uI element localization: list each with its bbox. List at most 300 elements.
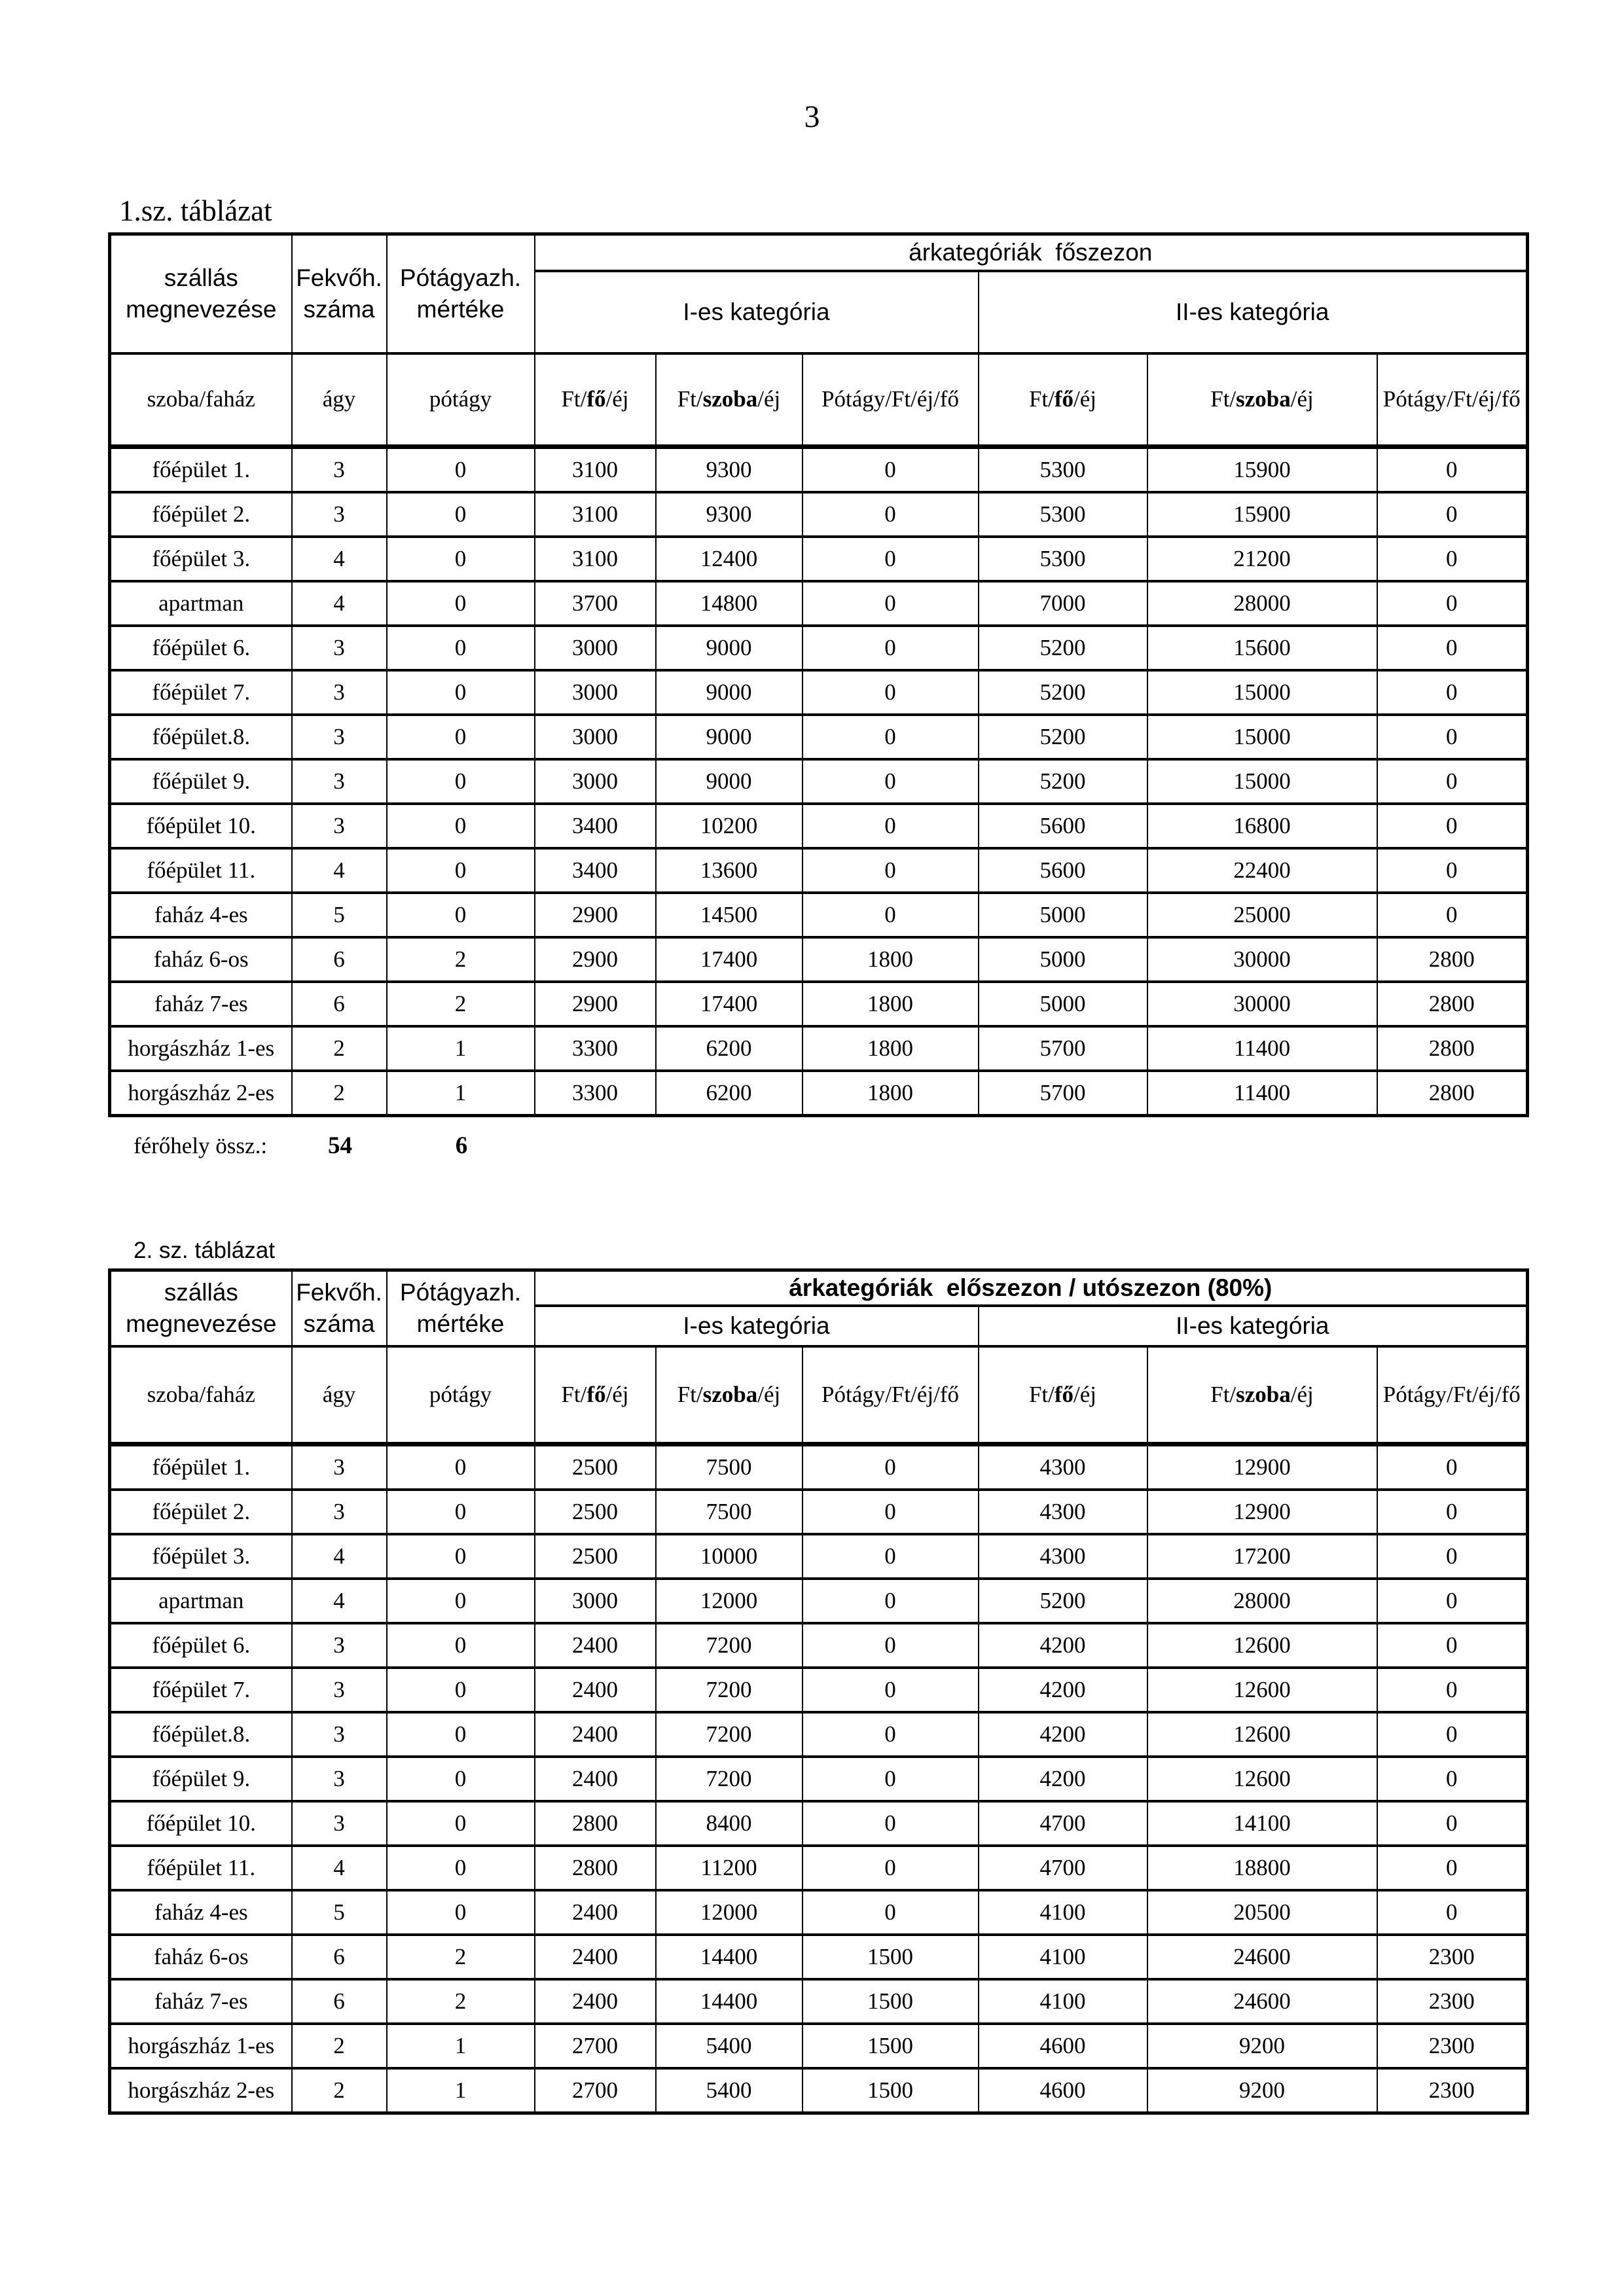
price-cell: 3000 (535, 1579, 656, 1623)
price-cell: 0 (1377, 1579, 1528, 1623)
price-cell: 5200 (979, 715, 1147, 759)
price-cell: 2400 (535, 1712, 656, 1757)
table-row (110, 1444, 1528, 1490)
price-cell: 0 (803, 848, 979, 893)
price-cell: 17400 (656, 937, 803, 982)
price-table-off-season (108, 1268, 1529, 2115)
price-cell: 14100 (1147, 1801, 1377, 1846)
price-cell: 3000 (535, 759, 656, 804)
table-row (110, 626, 1528, 670)
price-cell: 1 (387, 1071, 535, 1116)
price-cell: 6200 (656, 1026, 803, 1071)
totals-extra-beds: 6 (455, 1132, 468, 1159)
table-row (110, 1979, 1528, 2024)
price-cell: 3100 (535, 537, 656, 581)
price-cell: 0 (1377, 1668, 1528, 1712)
table-row (110, 1534, 1528, 1579)
header-line: szállás (164, 1278, 238, 1306)
table-row (110, 537, 1528, 581)
price-cell: 5000 (979, 982, 1147, 1026)
price-cell: 5200 (979, 1579, 1147, 1623)
price-cell: 0 (387, 1579, 535, 1623)
price-cell: 30000 (1147, 937, 1377, 982)
price-cell: 4600 (979, 2024, 1147, 2068)
price-cell: 5200 (979, 670, 1147, 715)
price-cell: 16800 (1147, 804, 1377, 848)
table-row (110, 759, 1528, 804)
price-cell: 4 (292, 537, 387, 581)
price-cell: 3100 (535, 492, 656, 537)
price-cell: 15900 (1147, 492, 1377, 537)
price-cell: 1 (387, 1026, 535, 1071)
row-label: faház 6-os (110, 1935, 292, 1979)
table-row (110, 848, 1528, 893)
price-cell: 3700 (535, 581, 656, 626)
row-label: főépület 3. (110, 1534, 292, 1579)
price-cell: 4100 (979, 1935, 1147, 1979)
price-cell: 12600 (1147, 1757, 1377, 1801)
row-label: főépület 6. (110, 626, 292, 670)
price-cell: 12000 (656, 1890, 803, 1935)
price-cell: 0 (1377, 804, 1528, 848)
price-cell: 4100 (979, 1979, 1147, 2024)
price-cell: 0 (1377, 759, 1528, 804)
price-cell: 2400 (535, 1623, 656, 1668)
price-cell: 0 (1377, 670, 1528, 715)
row-label: faház 7-es (110, 1979, 292, 2024)
price-cell: 14400 (656, 1979, 803, 2024)
price-cell: 3000 (535, 670, 656, 715)
header-price-group: árkategóriák előszezon / utószezon (80%) (535, 1270, 1528, 1306)
price-cell: 0 (387, 804, 535, 848)
column-header: Ft/fő/éj (535, 353, 656, 447)
price-cell: 13600 (656, 848, 803, 893)
price-cell: 10200 (656, 804, 803, 848)
price-cell: 3 (292, 1712, 387, 1757)
price-cell: 15000 (1147, 759, 1377, 804)
price-cell: 11400 (1147, 1071, 1377, 1116)
column-header: Ft/szoba/éj (1147, 1346, 1377, 1444)
header-line: Pótágyazh. (399, 264, 522, 291)
price-cell: 0 (387, 848, 535, 893)
row-label: faház 6-os (110, 937, 292, 982)
price-cell: 2800 (1377, 1026, 1528, 1071)
price-cell: 12600 (1147, 1712, 1377, 1757)
price-cell: 2 (292, 1071, 387, 1116)
price-cell: 0 (387, 492, 535, 537)
price-cell: 0 (1377, 537, 1528, 581)
price-cell: 12900 (1147, 1490, 1377, 1534)
price-cell: 0 (387, 670, 535, 715)
price-cell: 7200 (656, 1712, 803, 1757)
price-cell: 0 (387, 759, 535, 804)
price-cell: 4 (292, 848, 387, 893)
price-cell: 2800 (535, 1801, 656, 1846)
price-cell: 0 (1377, 1846, 1528, 1890)
column-header: pótágy (387, 353, 535, 447)
price-cell: 0 (803, 1490, 979, 1534)
price-cell: 0 (803, 581, 979, 626)
column-header: Pótágy/Ft/éj/fő (1377, 1346, 1528, 1444)
price-cell: 4300 (979, 1534, 1147, 1579)
price-cell: 0 (803, 492, 979, 537)
header-line: száma (303, 295, 375, 323)
price-cell: 5200 (979, 626, 1147, 670)
header-line: száma (303, 1310, 375, 1337)
header-accommodation (110, 234, 292, 353)
price-cell: 14400 (656, 1935, 803, 1979)
column-header: Pótágy/Ft/éj/fő (1377, 353, 1528, 447)
price-cell: 2 (292, 2068, 387, 2113)
price-cell: 4300 (979, 1490, 1147, 1534)
price-cell: 0 (1377, 715, 1528, 759)
column-header: Ft/szoba/éj (656, 1346, 803, 1444)
price-cell: 1800 (803, 1026, 979, 1071)
table-row (110, 1757, 1528, 1801)
price-cell: 0 (387, 1668, 535, 1712)
price-cell: 0 (803, 670, 979, 715)
price-cell: 22400 (1147, 848, 1377, 893)
price-cell: 25000 (1147, 893, 1377, 937)
price-cell: 0 (803, 1846, 979, 1890)
price-cell: 3000 (535, 715, 656, 759)
price-cell: 21200 (1147, 537, 1377, 581)
row-label: főépület 3. (110, 537, 292, 581)
price-cell: 15900 (1147, 446, 1377, 492)
table-row (110, 893, 1528, 937)
price-cell: 5600 (979, 804, 1147, 848)
price-cell: 0 (803, 1757, 979, 1801)
row-label: főépület 1. (110, 1444, 292, 1490)
table-row (110, 2068, 1528, 2113)
column-header: Ft/fő/éj (979, 353, 1147, 447)
price-cell: 2300 (1377, 2024, 1528, 2068)
price-cell: 0 (803, 715, 979, 759)
price-cell: 9000 (656, 715, 803, 759)
price-cell: 12600 (1147, 1623, 1377, 1668)
price-cell: 4200 (979, 1712, 1147, 1757)
price-cell: 0 (803, 1712, 979, 1757)
price-cell: 6200 (656, 1071, 803, 1116)
price-cell: 0 (387, 537, 535, 581)
price-cell: 2 (387, 937, 535, 982)
row-label: horgászház 1-es (110, 2024, 292, 2068)
row-label: főépület 11. (110, 1846, 292, 1890)
price-cell: 0 (387, 893, 535, 937)
table-row (110, 670, 1528, 715)
price-cell: 4 (292, 1579, 387, 1623)
price-cell: 3000 (535, 626, 656, 670)
table-row (110, 1846, 1528, 1890)
price-cell: 2500 (535, 1534, 656, 1579)
capacity-totals (108, 1126, 1624, 1166)
price-cell: 4600 (979, 2068, 1147, 2113)
price-cell: 28000 (1147, 1579, 1377, 1623)
price-cell: 2300 (1377, 2068, 1528, 2113)
price-cell: 9300 (656, 446, 803, 492)
price-cell: 2500 (535, 1490, 656, 1534)
page-number: 3 (804, 99, 820, 134)
price-cell: 9000 (656, 759, 803, 804)
price-cell: 28000 (1147, 581, 1377, 626)
price-cell: 2800 (1377, 937, 1528, 982)
price-cell: 2 (292, 1026, 387, 1071)
price-cell: 0 (803, 1534, 979, 1579)
price-cell: 2900 (535, 893, 656, 937)
price-cell: 9000 (656, 626, 803, 670)
price-cell: 0 (803, 759, 979, 804)
price-cell: 5 (292, 893, 387, 937)
price-cell: 5300 (979, 492, 1147, 537)
totals-label: férőhely össz.: (133, 1132, 268, 1158)
price-cell: 2 (387, 1935, 535, 1979)
column-header: ágy (292, 1346, 387, 1444)
price-cell: 0 (387, 715, 535, 759)
price-cell: 9200 (1147, 2024, 1377, 2068)
row-label: főépület 2. (110, 492, 292, 537)
column-header: Ft/fő/éj (535, 1346, 656, 1444)
table2-title: 2. sz. táblázat (134, 1237, 275, 1263)
header-line: mértéke (416, 295, 505, 323)
price-cell: 0 (387, 1890, 535, 1935)
price-cell: 3300 (535, 1071, 656, 1116)
row-label: főépület.8. (110, 1712, 292, 1757)
table-row (110, 1668, 1528, 1712)
price-cell: 0 (803, 804, 979, 848)
price-cell: 6 (292, 937, 387, 982)
price-cell: 0 (387, 626, 535, 670)
column-header: Ft/szoba/éj (1147, 353, 1377, 447)
price-cell: 2 (292, 2024, 387, 2068)
price-cell: 7000 (979, 581, 1147, 626)
row-label: faház 4-es (110, 1890, 292, 1935)
price-cell: 12900 (1147, 1444, 1377, 1490)
price-cell: 14800 (656, 581, 803, 626)
price-cell: 0 (387, 1444, 535, 1490)
totals-beds: 54 (328, 1132, 352, 1159)
price-cell: 0 (803, 893, 979, 937)
header-category-1: I-es kategória (535, 271, 979, 353)
price-cell: 3 (292, 1444, 387, 1490)
price-cell: 0 (803, 1890, 979, 1935)
column-header: ágy (292, 353, 387, 447)
price-cell: 9200 (1147, 2068, 1377, 2113)
price-cell: 0 (1377, 848, 1528, 893)
header-category-1: I-es kategória (535, 1306, 979, 1346)
price-cell: 6 (292, 982, 387, 1026)
header-line: megnevezése (126, 295, 277, 323)
price-cell: 0 (1377, 581, 1528, 626)
header-accommodation (110, 1270, 292, 1346)
price-cell: 4300 (979, 1444, 1147, 1490)
table-row (110, 1579, 1528, 1623)
price-cell: 4200 (979, 1757, 1147, 1801)
price-cell: 12600 (1147, 1668, 1377, 1712)
price-cell: 0 (1377, 1623, 1528, 1668)
price-cell: 14500 (656, 893, 803, 937)
price-cell: 4100 (979, 1890, 1147, 1935)
table-row (110, 715, 1528, 759)
price-cell: 3 (292, 1801, 387, 1846)
price-cell: 3 (292, 1668, 387, 1712)
price-cell: 24600 (1147, 1935, 1377, 1979)
price-cell: 6 (292, 1935, 387, 1979)
price-cell: 0 (387, 1490, 535, 1534)
price-cell: 0 (1377, 1801, 1528, 1846)
price-cell: 1500 (803, 1979, 979, 2024)
price-cell: 1800 (803, 1071, 979, 1116)
table-row (110, 492, 1528, 537)
price-cell: 15000 (1147, 670, 1377, 715)
price-cell: 7200 (656, 1757, 803, 1801)
table-row (110, 1712, 1528, 1757)
column-header: szoba/faház (110, 1346, 292, 1444)
price-cell: 5300 (979, 446, 1147, 492)
price-cell: 3 (292, 670, 387, 715)
price-cell: 7200 (656, 1623, 803, 1668)
price-cell: 0 (803, 1444, 979, 1490)
table-row (110, 982, 1528, 1026)
price-cell: 9000 (656, 670, 803, 715)
price-cell: 0 (1377, 893, 1528, 937)
table-row (110, 1026, 1528, 1071)
row-label: főépület 1. (110, 446, 292, 492)
row-label: főépület 2. (110, 1490, 292, 1534)
price-cell: 0 (387, 1801, 535, 1846)
price-cell: 15000 (1147, 715, 1377, 759)
price-cell: 0 (803, 1801, 979, 1846)
price-cell: 1500 (803, 1935, 979, 1979)
price-cell: 1500 (803, 2024, 979, 2068)
header-category-2: II-es kategória (979, 271, 1528, 353)
header-line: megnevezése (126, 1310, 277, 1337)
column-header: Pótágy/Ft/éj/fő (803, 353, 979, 447)
price-cell: 2800 (1377, 1071, 1528, 1116)
header-line: Fekvőh. (296, 264, 382, 291)
price-cell: 3300 (535, 1026, 656, 1071)
price-cell: 20500 (1147, 1890, 1377, 1935)
row-label: főépület 11. (110, 848, 292, 893)
price-cell: 0 (803, 626, 979, 670)
header-extra-bed (387, 1270, 535, 1346)
price-cell: 0 (387, 1534, 535, 1579)
row-label: főépület 10. (110, 804, 292, 848)
price-cell: 3400 (535, 848, 656, 893)
table1-title: 1.sz. táblázat (119, 194, 272, 227)
price-cell: 8400 (656, 1801, 803, 1846)
price-cell: 2400 (535, 1757, 656, 1801)
price-cell: 0 (387, 446, 535, 492)
price-cell: 0 (1377, 446, 1528, 492)
price-cell: 12000 (656, 1579, 803, 1623)
column-header: Ft/fő/éj (979, 1346, 1147, 1444)
price-cell: 6 (292, 1979, 387, 2024)
price-cell: 4200 (979, 1668, 1147, 1712)
table-row (110, 1490, 1528, 1534)
price-cell: 4700 (979, 1846, 1147, 1890)
price-cell: 18800 (1147, 1846, 1377, 1890)
price-cell: 2400 (535, 1890, 656, 1935)
row-label: apartman (110, 581, 292, 626)
price-cell: 3400 (535, 804, 656, 848)
price-cell: 1800 (803, 982, 979, 1026)
price-cell: 3 (292, 1490, 387, 1534)
price-cell: 0 (387, 1757, 535, 1801)
price-cell: 1 (387, 2024, 535, 2068)
price-cell: 0 (387, 1712, 535, 1757)
price-cell: 10000 (656, 1534, 803, 1579)
price-cell: 0 (803, 446, 979, 492)
price-cell: 30000 (1147, 982, 1377, 1026)
row-label: faház 4-es (110, 893, 292, 937)
price-cell: 5400 (656, 2068, 803, 2113)
price-cell: 2500 (535, 1444, 656, 1490)
price-cell: 2300 (1377, 1935, 1528, 1979)
price-cell: 4700 (979, 1801, 1147, 1846)
price-cell: 3100 (535, 446, 656, 492)
table-row (110, 937, 1528, 982)
row-label: horgászház 2-es (110, 1071, 292, 1116)
price-cell: 2400 (535, 1979, 656, 2024)
price-cell: 0 (387, 1846, 535, 1890)
header-category-2: II-es kategória (979, 1306, 1528, 1346)
price-cell: 0 (1377, 1444, 1528, 1490)
price-cell: 5 (292, 1890, 387, 1935)
price-cell: 4 (292, 1534, 387, 1579)
price-cell: 1500 (803, 2068, 979, 2113)
column-header: pótágy (387, 1346, 535, 1444)
price-cell: 3 (292, 1757, 387, 1801)
price-cell: 5000 (979, 893, 1147, 937)
price-cell: 11400 (1147, 1026, 1377, 1071)
row-label: főépület 10. (110, 1801, 292, 1846)
price-table-main-season (108, 232, 1529, 1117)
price-cell: 5000 (979, 937, 1147, 982)
table-row (110, 1623, 1528, 1668)
price-cell: 7500 (656, 1444, 803, 1490)
price-cell: 0 (803, 1579, 979, 1623)
price-cell: 0 (803, 537, 979, 581)
row-label: főépület 7. (110, 670, 292, 715)
header-line: Fekvőh. (296, 1278, 382, 1306)
price-cell: 12400 (656, 537, 803, 581)
price-cell: 5200 (979, 759, 1147, 804)
price-cell: 17400 (656, 982, 803, 1026)
price-cell: 17200 (1147, 1534, 1377, 1579)
price-cell: 7500 (656, 1490, 803, 1534)
header-line: mértéke (416, 1310, 505, 1337)
header-line: szállás (164, 264, 238, 291)
price-cell: 3 (292, 1623, 387, 1668)
row-label: horgászház 1-es (110, 1026, 292, 1071)
header-beds (292, 234, 387, 353)
price-cell: 2400 (535, 1935, 656, 1979)
price-cell: 0 (1377, 492, 1528, 537)
row-label: apartman (110, 1579, 292, 1623)
table-row (110, 446, 1528, 492)
price-cell: 2 (387, 982, 535, 1026)
header-line: Pótágyazh. (399, 1278, 522, 1306)
price-cell: 3 (292, 492, 387, 537)
price-cell: 0 (1377, 1757, 1528, 1801)
price-cell: 1 (387, 2068, 535, 2113)
price-cell: 0 (387, 1623, 535, 1668)
price-cell: 15600 (1147, 626, 1377, 670)
price-cell: 4 (292, 581, 387, 626)
price-cell: 2300 (1377, 1979, 1528, 2024)
column-header: Ft/szoba/éj (656, 353, 803, 447)
price-cell: 3 (292, 446, 387, 492)
